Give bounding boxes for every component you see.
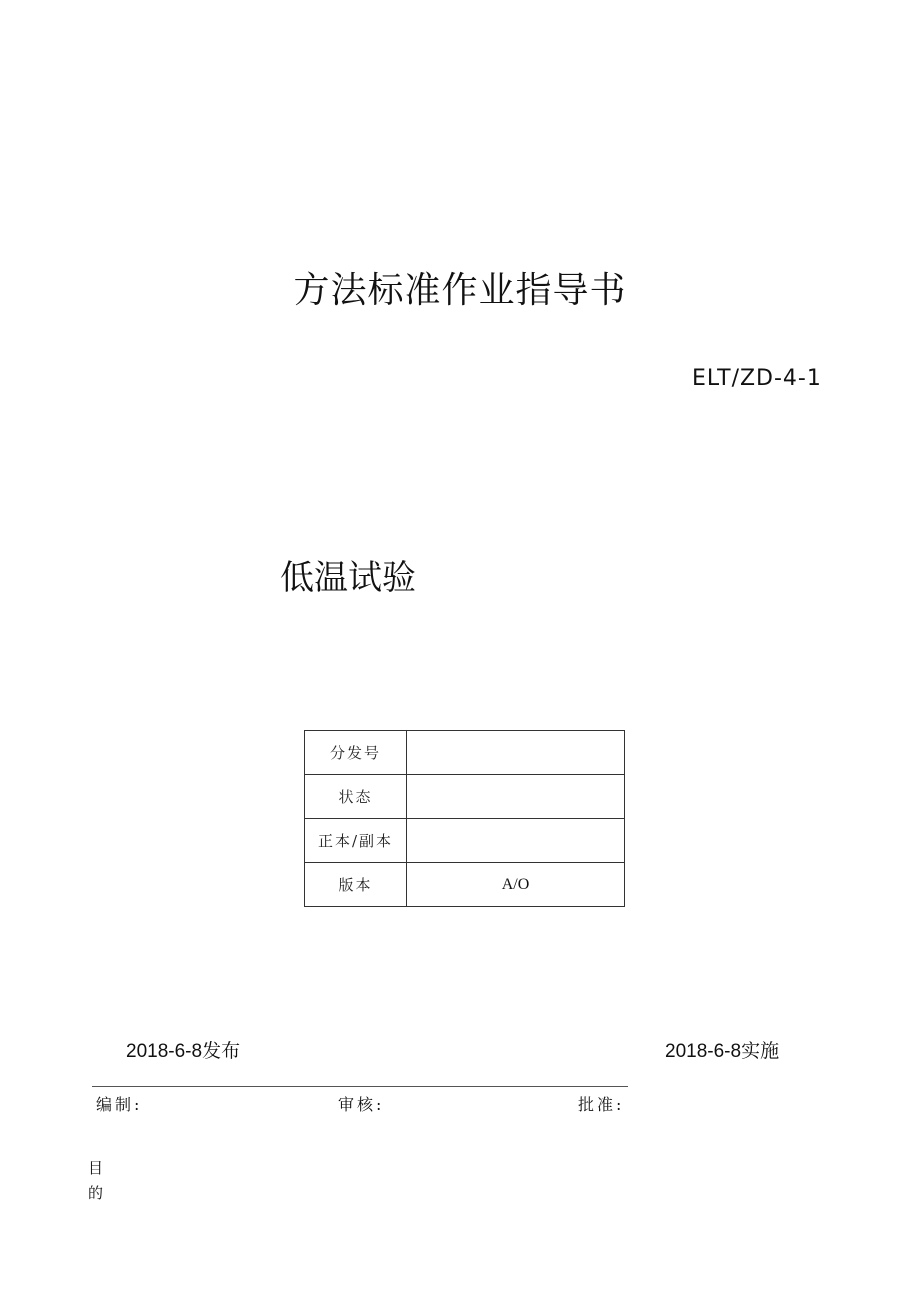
copy-type-value [407,819,625,863]
status-label: 状态 [305,775,407,819]
table-row [305,819,625,863]
version-label: 版本 [305,863,407,907]
distribution-number-value [407,731,625,775]
issue-date-value: 2018-6-8 [126,1041,203,1062]
purpose-heading: 目的 [88,1159,104,1202]
control-table [304,730,625,907]
issue-date-suffix: 发布 [202,1040,241,1062]
approved-by-label: 批准: [578,1095,625,1114]
table-row [305,863,625,907]
effective-date [665,1036,779,1063]
signature-divider [92,1086,628,1087]
distribution-number-label: 分发号 [305,731,407,775]
effective-date-value: 2018-6-8 [665,1041,742,1062]
table-row [305,731,625,775]
effective-date-suffix: 实施 [741,1040,780,1062]
table-row [305,775,625,819]
document-code: ELT/ZD-4-1 [692,366,822,391]
compiled-by-label: 编制: [96,1095,143,1114]
reviewed-by-label: 审核: [338,1095,385,1114]
issue-date [126,1036,240,1063]
document-subject: 低温试验 [280,558,416,598]
version-value: A/O [407,863,625,907]
status-value [407,775,625,819]
copy-type-label: 正本/副本 [305,819,407,863]
document-title: 方法标准作业指导书 [293,270,627,311]
